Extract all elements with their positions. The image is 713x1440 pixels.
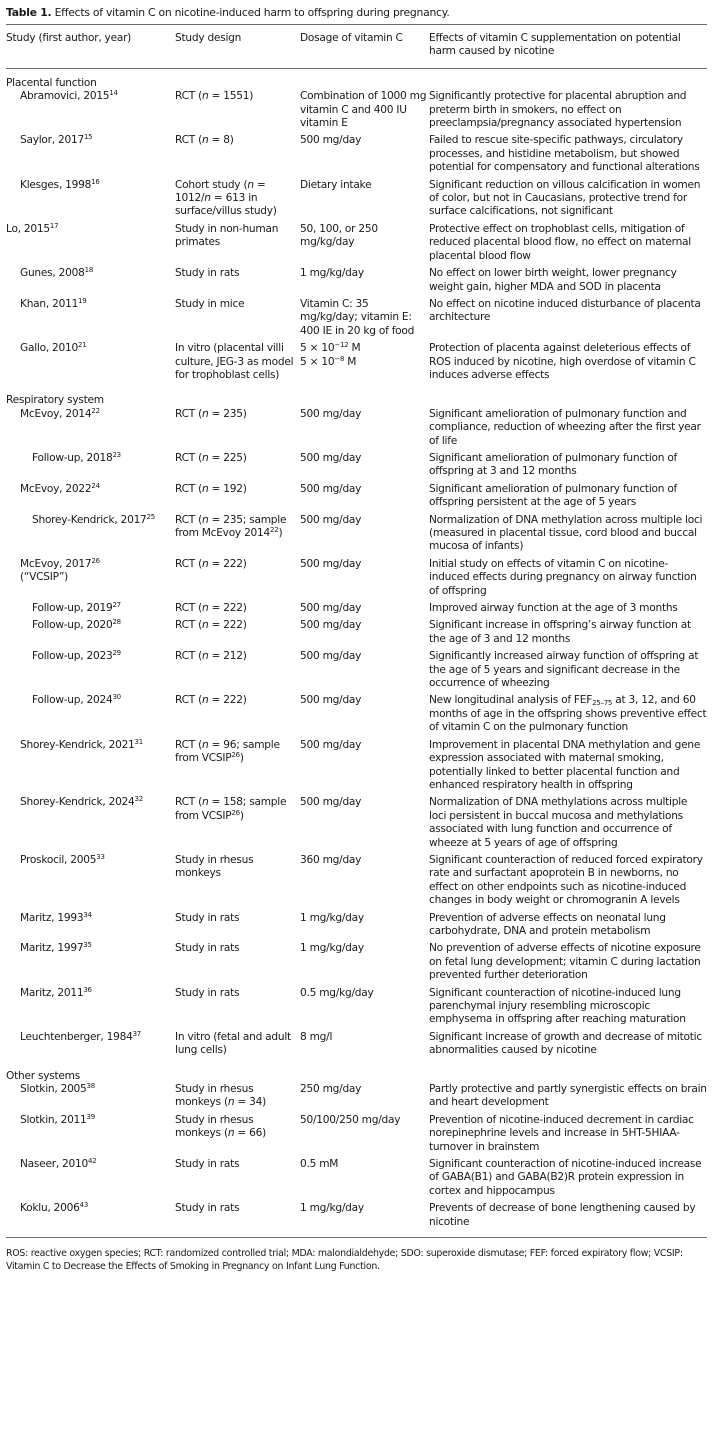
- effects-cell: No prevention of adverse effects of nicotine exposure on fetal lung development; vitamin C during lactation prevented further deterioration: [429, 942, 701, 982]
- reference-number: 34: [83, 910, 92, 919]
- table-row: [6, 1114, 707, 1158]
- design-cell: Study in rats: [175, 1158, 240, 1171]
- study-cell: [6, 1202, 175, 1233]
- design-cell: Study in non-human primates: [175, 222, 279, 249]
- reference-number: 42: [88, 1157, 97, 1166]
- effects-cell: Significant counteraction of reduced forced expiratory rate and surfactant apoprotein B in newborns, no effect on other endpoints such as nicotine-induced changes in body weight or chromogranin A levels: [429, 853, 703, 907]
- design-cell: RCT (n = 225): [175, 451, 247, 464]
- n-variable: n: [201, 619, 209, 632]
- design-cell: RCT (n = 212): [175, 650, 247, 663]
- reference-number: 21: [78, 341, 87, 350]
- study-name: Saylor, 2017: [20, 134, 84, 147]
- study-name: Proskocil, 2005: [20, 853, 97, 866]
- reference-number: 24: [91, 481, 100, 490]
- study-name: Maritz, 1997: [20, 942, 84, 955]
- study-cell: [6, 514, 175, 558]
- reference-number: 35: [83, 941, 92, 950]
- study-name: Maritz, 1993: [20, 911, 84, 924]
- effects-cell: No effect on lower birth weight, lower pregnancy weight gain, higher MDA and SOD in placenta: [429, 267, 677, 293]
- dosage-exponent: −8: [334, 354, 345, 363]
- dosage-cell: Combination of 1000 mg vitamin C and 400 IU vitamin E: [300, 90, 427, 130]
- design-cell: In vitro (fetal and adult lung cells): [175, 1030, 291, 1057]
- table-row: [6, 408, 707, 452]
- n-variable: n: [201, 796, 209, 809]
- dosage-cell: 500 mg/day: [300, 602, 362, 615]
- table-row: [6, 483, 707, 514]
- effects-cell: Improved airway function at the age of 3 months: [429, 602, 678, 615]
- study-cell: [6, 987, 175, 1031]
- design-cell: RCT (n = 1551): [175, 90, 254, 103]
- study-cell: [6, 854, 175, 912]
- study-cell: [6, 650, 175, 694]
- design-cell: RCT (n = 235): [175, 407, 247, 420]
- table-row: [6, 987, 707, 1031]
- study-name: Naseer, 2010: [20, 1158, 89, 1171]
- dosage-exponent: −12: [334, 341, 349, 350]
- study-cell: [6, 408, 175, 452]
- design-cell: Study in rhesus monkeys (n = 34): [175, 1083, 267, 1109]
- study-name: Follow-up, 2018: [32, 451, 113, 464]
- dosage-cell: [300, 342, 429, 386]
- effects-cell: Improvement in placental DNA methylation and gene expression associated with maternal smoking, potentially linked to better placental function and enhanced respiratory health in offspring: [429, 738, 701, 791]
- table-row: [6, 1158, 707, 1202]
- dosage-unit: M: [344, 355, 357, 368]
- reference-number: 30: [112, 693, 121, 702]
- study-cell: [6, 1114, 175, 1158]
- study-name: McEvoy, 2014: [20, 407, 92, 420]
- study-name: Follow-up, 2020: [32, 619, 113, 632]
- study-name: Shorey-Kendrick, 2017: [32, 513, 147, 526]
- n-variable: n: [201, 738, 209, 751]
- design-cell: Study in rhesus monkeys: [175, 853, 254, 880]
- header-design: Study design: [175, 32, 242, 44]
- design-cell: Study in rats: [175, 1202, 240, 1215]
- table-row: [6, 1083, 707, 1114]
- design-cell: Study in mice: [175, 297, 245, 310]
- data-table: [6, 25, 707, 1233]
- reference-number: 22: [270, 526, 279, 534]
- effects-cell: No effect on nicotine induced disturbance of placenta architecture: [429, 297, 701, 324]
- study-name: Leuchtenberger, 1984: [20, 1030, 133, 1043]
- table-row: [6, 267, 707, 298]
- design-cell: Study in rats: [175, 267, 240, 280]
- study-name: Shorey-Kendrick, 2021: [20, 738, 135, 751]
- study-cell: [6, 483, 175, 514]
- section-title: Other systems: [6, 1069, 81, 1082]
- reference-number: 36: [83, 985, 92, 994]
- effects-cell: Significantly protective for placental abruption and preterm birth in smokers, no effect on preeclampsia/pregnancy associated hypertension: [429, 90, 687, 130]
- n-variable: n: [201, 407, 209, 420]
- dosage-cell: 500 mg/day: [300, 407, 362, 420]
- table-row: [6, 912, 707, 943]
- study-cell: [6, 342, 175, 386]
- effects-cell: Significant counteraction of nicotine-induced lung parenchymal injury resembling microscopic emphysema in offspring after reaching maturation: [429, 986, 686, 1026]
- study-name: Khan, 2011: [20, 297, 79, 310]
- table-row: [6, 739, 707, 797]
- caption-text: Effects of vitamin C on nicotine-induced harm to offspring during pregnancy.: [54, 6, 450, 19]
- design-cell: Study in rhesus monkeys (n = 66): [175, 1113, 267, 1140]
- effects-cell: Significant amelioration of pulmonary function of offspring at 3 and 12 months: [429, 451, 678, 478]
- effects-text: at 3, 12, and 60 months of age in the offspring shows preventive effect of vitamin C on the pulmonary function: [429, 694, 707, 734]
- table-footnote: ROS: reactive oxygen species; RCT: randomized controlled trial; MDA: malondialdehyde; SDO: superoxide dismutase; FEF: forced expiratory flow; VCSIP: Vitamin C to Decrease the Effects of Smoking in Pregnancy on Infant Lung Function.: [6, 1237, 707, 1273]
- study-cell: [6, 223, 175, 267]
- reference-number: 33: [96, 852, 105, 861]
- reference-number: 18: [84, 266, 94, 275]
- effects-cell: Significant increase in offspring’s airway function at the age of 3 and 12 months: [429, 619, 691, 645]
- design-cell: Study in rats: [175, 942, 240, 955]
- study-name: Gallo, 2010: [20, 342, 79, 355]
- dosage-cell: 500 mg/day: [300, 557, 362, 570]
- header-dosage: Dosage of vitamin C: [300, 32, 403, 44]
- study-name: Shorey-Kendrick, 2024: [20, 796, 135, 809]
- reference-number: 23: [112, 450, 121, 459]
- dosage-cell: Vitamin C: 35 mg/kg/day; vitamin E: 400 IE in 20 kg of food: [300, 297, 415, 337]
- study-name: Slotkin, 2005: [20, 1083, 87, 1096]
- design-cell: RCT (n = 222): [175, 694, 247, 707]
- n-variable: n: [201, 694, 209, 707]
- study-cell: [6, 298, 175, 342]
- reference-number: 16: [91, 177, 100, 186]
- design-cell: RCT (n = 222): [175, 557, 247, 570]
- effects-cell: Initial study on effects of vitamin C on nicotine-induced effects during pregnancy on airway function of offspring: [429, 557, 697, 597]
- study-cell: [6, 134, 175, 178]
- study-cell: [6, 558, 175, 602]
- study-name: Slotkin, 2011: [20, 1113, 87, 1126]
- study-name: Maritz, 2011: [20, 986, 84, 999]
- reference-number: 27: [112, 601, 121, 610]
- dosage-cell: 50, 100, or 250 mg/kg/day: [300, 222, 378, 249]
- study-cell: [6, 1158, 175, 1202]
- reference-number: 43: [79, 1201, 89, 1210]
- effects-cell: [429, 694, 707, 738]
- dosage-cell: 500 mg/day: [300, 650, 362, 663]
- study-alias: (“VCSIP”): [20, 571, 69, 584]
- n-variable: n: [227, 1096, 235, 1109]
- study-name: Follow-up, 2023: [32, 650, 113, 663]
- dosage-cell: 1 mg/kg/day: [300, 1202, 364, 1215]
- dosage-base: 5 × 10: [300, 355, 335, 368]
- section-title: Placental function: [6, 76, 97, 89]
- dosage-base: 5 × 10: [300, 342, 335, 355]
- study-name: McEvoy, 2017: [20, 557, 92, 570]
- study-name: Abramovici, 2015: [20, 90, 110, 103]
- header-study: Study (first author, year): [6, 32, 132, 44]
- table-body: [6, 68, 707, 1233]
- dosage-cell: 500 mg/day: [300, 738, 362, 751]
- study-cell: [6, 1083, 175, 1114]
- study-cell: [6, 267, 175, 298]
- table-row: [6, 1031, 707, 1062]
- effects-subscript: 25–75: [592, 699, 613, 708]
- table-row: [6, 602, 707, 619]
- reference-number: 32: [134, 795, 143, 804]
- effects-cell: Failed to rescue site-specific pathways, circulatory processes, and histidine metabolism, but showed potential for compensatory and functional alterations: [429, 134, 700, 174]
- reference-number: 15: [83, 133, 93, 142]
- effects-cell: Significant amelioration of pulmonary function of offspring persistent at the age of 5 years: [429, 482, 678, 509]
- dosage-cell: 1 mg/kg/day: [300, 942, 364, 955]
- reference-number: 22: [91, 406, 100, 415]
- effects-cell: Prevention of nicotine-induced decrement in cardiac norepinephrine levels and increase in 5HT-5HIAA-turnover in brainstem: [429, 1113, 694, 1153]
- dosage-cell: 0.5 mg/kg/day: [300, 986, 374, 999]
- reference-number: 31: [134, 737, 143, 746]
- table-row: [6, 694, 707, 738]
- study-cell: [6, 619, 175, 650]
- dosage-cell: 500 mg/day: [300, 796, 362, 809]
- table-row: [6, 942, 707, 986]
- dosage-unit: M: [348, 342, 361, 355]
- dosage-cell: 0.5 mM: [300, 1158, 339, 1171]
- study-cell: [6, 796, 175, 854]
- table-row: [6, 514, 707, 558]
- reference-number: 29: [112, 649, 121, 658]
- table-row: [6, 1202, 707, 1233]
- study-name: Follow-up, 2019: [32, 602, 113, 615]
- n-variable: n: [201, 134, 209, 147]
- study-cell: [6, 942, 175, 986]
- study-cell: [6, 452, 175, 483]
- dosage-line: [300, 356, 429, 369]
- n-variable: n: [201, 602, 209, 615]
- table-row: [6, 134, 707, 178]
- reference-number: 39: [86, 1112, 95, 1121]
- study-name: McEvoy, 2022: [20, 482, 92, 495]
- section-row: [6, 68, 707, 90]
- design-cell: RCT (n = 8): [175, 134, 234, 147]
- reference-number: 26: [231, 808, 240, 817]
- study-cell: [6, 602, 175, 619]
- effects-cell: Prevention of adverse effects on neonatal lung carbohydrate, DNA and protein metabolism: [429, 911, 666, 937]
- reference-number: 17: [49, 221, 59, 230]
- reference-number: 26: [231, 751, 240, 760]
- dosage-cell: 500 mg/day: [300, 134, 362, 147]
- table-row: [6, 619, 707, 650]
- effects-cell: Significant amelioration of pulmonary function and compliance, reduction of wheezing after the first year of life: [429, 407, 701, 447]
- n-variable: n: [204, 192, 211, 205]
- reference-number: 19: [78, 296, 87, 305]
- table-row: [6, 90, 707, 134]
- design-cell: Study in rats: [175, 986, 240, 999]
- section-title: Respiratory system: [6, 394, 104, 407]
- reference-number: 25: [146, 512, 155, 521]
- design-cell: RCT (n = 222): [175, 619, 247, 632]
- n-variable: n: [201, 451, 209, 464]
- n-variable: n: [201, 482, 209, 495]
- n-variable: n: [201, 513, 209, 526]
- effects-cell: Protection of placenta against deleterious effects of ROS induced by nicotine, high overdose of vitamin C induces adverse effects: [429, 342, 696, 381]
- dosage-line: [300, 342, 429, 355]
- study-name: Lo, 2015: [6, 222, 50, 235]
- table-row: [6, 342, 707, 386]
- study-name: Koklu, 2006: [20, 1202, 80, 1215]
- effects-cell: Significant increase of growth and decrease of mitotic abnormalities caused by nicotine: [429, 1030, 702, 1057]
- table-row: [6, 854, 707, 912]
- effects-cell: Significant counteraction of nicotine-induced increase of GABA(B1) and GABA(B2)R protein expression in cortex and hippocampus: [429, 1158, 702, 1197]
- effects-cell: Significantly increased airway function of offspring at the age of 5 years and significant decrease in the occurrence of wheezing: [429, 650, 699, 690]
- design-cell: RCT (n = 235; sample from McEvoy 2014$^{22}$): [175, 513, 287, 539]
- table-row: [6, 298, 707, 342]
- n-variable: n: [201, 557, 209, 570]
- effects-cell: Partly protective and partly synergistic effects on brain and heart development: [429, 1083, 707, 1109]
- n-variable: n: [201, 650, 209, 663]
- effects-cell: Protective effect on trophoblast cells, mitigation of reduced placental blood flow, no effect on maternal placental blood flow: [429, 222, 691, 262]
- dosage-cell: 500 mg/day: [300, 619, 362, 632]
- reference-number: 38: [86, 1082, 95, 1091]
- table-row: [6, 558, 707, 602]
- effects-cell: Significant reduction on villous calcification in women of color, but not in Caucasians, protective trend for surface calcifications, not significant: [429, 178, 701, 218]
- section-row: [6, 1062, 707, 1083]
- dosage-cell: 1 mg/kg/day: [300, 911, 364, 924]
- table-row: [6, 179, 707, 223]
- effects-cell: Normalization of DNA methylation across multiple loci (measured in placental tissue, cord blood and buccal mucosa of infants): [429, 513, 703, 553]
- dosage-cell: Dietary intake: [300, 178, 372, 191]
- reference-number: 28: [112, 618, 121, 627]
- design-cell: RCT (n = 96; sample from VCSIP$^{26}$): [175, 738, 280, 765]
- dosage-cell: 500 mg/day: [300, 451, 362, 464]
- study-cell: [6, 694, 175, 738]
- design-cell: RCT (n = 158; sample from VCSIP$^{26}$): [175, 796, 287, 822]
- dosage-cell: 360 mg/day: [300, 853, 362, 866]
- dosage-cell: 1 mg/kg/day: [300, 267, 364, 280]
- study-cell: [6, 179, 175, 223]
- caption-label: Table 1.: [6, 6, 52, 19]
- study-cell: [6, 1031, 175, 1062]
- dosage-cell: 250 mg/day: [300, 1083, 362, 1096]
- study-name: Klesges, 1998: [20, 178, 92, 191]
- effects-cell: Normalization of DNA methylations across multiple loci persistent in buccal mucosa and methylations associated with lung function and occurrence of wheeze at 5 years of age of offspring: [429, 796, 688, 849]
- study-cell: [6, 739, 175, 797]
- effects-text: New longitudinal analysis of FEF: [429, 694, 593, 707]
- table-row: [6, 650, 707, 694]
- table-row: [6, 796, 707, 854]
- n-variable: n: [201, 90, 209, 103]
- study-cell: [6, 912, 175, 943]
- reference-number: 26: [91, 556, 100, 565]
- dosage-cell: 500 mg/day: [300, 694, 362, 707]
- design-cell: Cohort study (n = 1012/n = 613 in surface/villus study): [175, 178, 277, 218]
- dosage-cell: 50/100/250 mg/day: [300, 1113, 401, 1126]
- header-effects: Effects of vitamin C supplementation on potential harm caused by nicotine: [429, 32, 681, 58]
- dosage-cell: 8 mg/l: [300, 1030, 333, 1043]
- table-row: [6, 223, 707, 267]
- table-row: [6, 452, 707, 483]
- study-name: Follow-up, 2024: [32, 694, 113, 707]
- study-cell: [6, 90, 175, 134]
- study-name: Gunes, 2008: [20, 267, 85, 280]
- reference-number: 37: [132, 1029, 141, 1038]
- dosage-cell: 500 mg/day: [300, 513, 362, 526]
- reference-number: 14: [109, 89, 118, 98]
- table-caption: [6, 0, 707, 24]
- n-variable: n: [247, 178, 254, 191]
- n-variable: n: [227, 1127, 235, 1140]
- table-header: [6, 25, 707, 68]
- effects-cell: Prevents of decrease of bone lengthening caused by nicotine: [429, 1202, 696, 1228]
- section-row: [6, 386, 707, 407]
- dosage-cell: 500 mg/day: [300, 482, 362, 495]
- design-cell: RCT (n = 222): [175, 602, 247, 615]
- design-cell: RCT (n = 192): [175, 482, 247, 495]
- design-cell: In vitro (placental villi culture, JEG-3 as model for trophoblast cells): [175, 342, 294, 381]
- design-cell: Study in rats: [175, 911, 240, 924]
